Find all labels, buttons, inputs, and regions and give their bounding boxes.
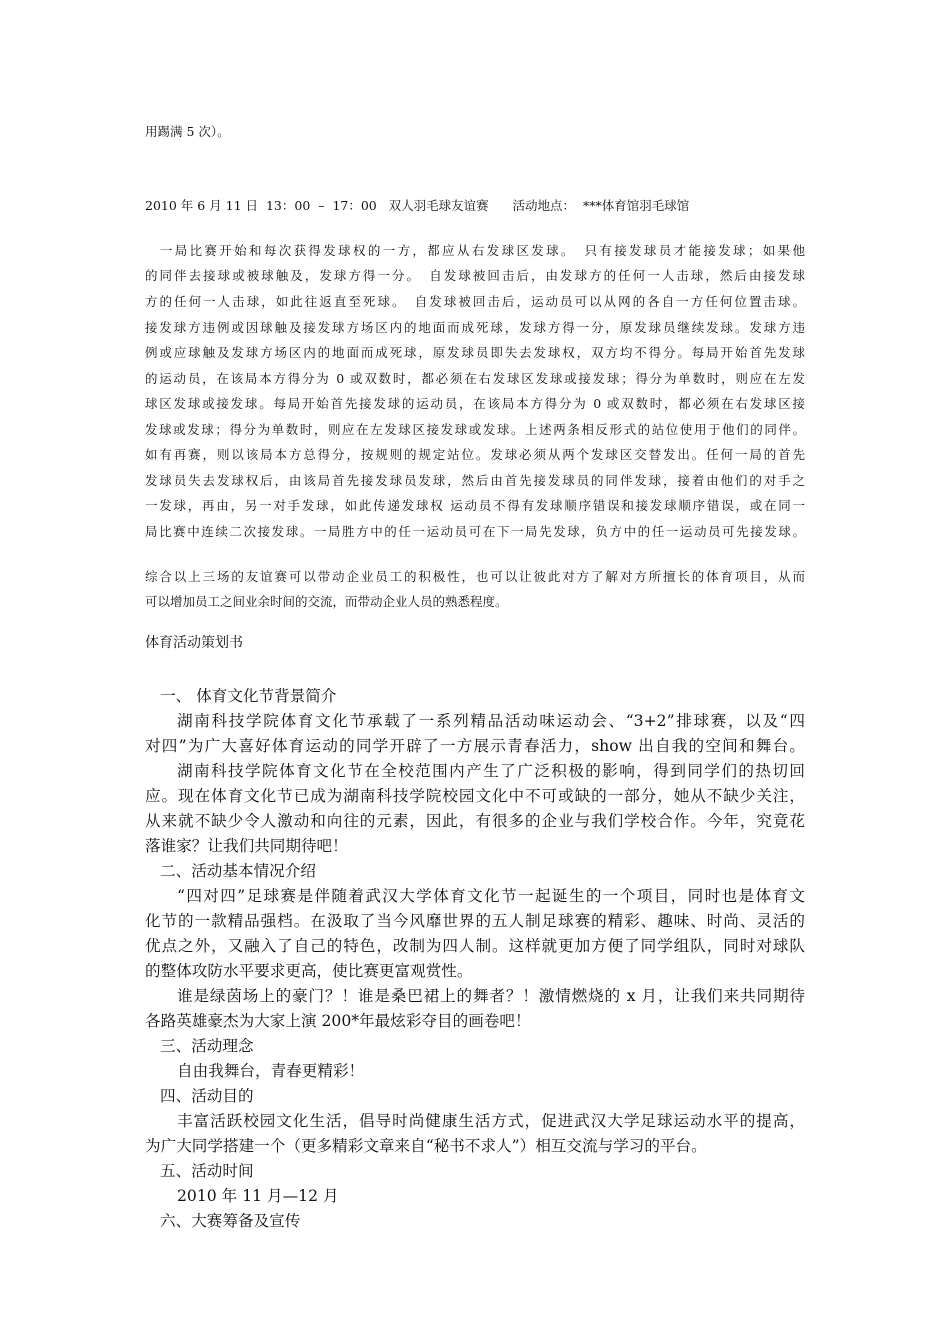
summary-line: 可以增加员工之间业余时间的交流，而带动企业人员的熟悉程度。 [145, 594, 508, 609]
summary-line: 综合以上三场的友谊赛可以带动企业员工的积极性，也可以让彼此对方了解对方所擅长的体育项目，从而 [145, 569, 805, 584]
body-line: 湖南科技学院体育文化节承载了一系列精品活动味运动会、“3+2”排球赛，以及“四 [177, 712, 805, 730]
body-line: 谁是绿茵场上的豪门？！谁是桑巴裙上的舞者？！激情燃烧的 x 月，让我们来共同期待 [177, 987, 805, 1005]
top-fragment: 用踢满 5 次）。 [145, 124, 230, 139]
rules-line: 例或应球触及发球方场区内的地面而成死球，原发球员即失去发球权，双方均不得分。每局开始首先发球 [145, 345, 805, 360]
rules-line: 发球员失去发球权后，由该局首先接发球员发球，然后由首先接发球员的同伴发球，接着由他们的对手之 [145, 473, 805, 488]
body-line: 为广大同学搭建一个（更多精彩文章来自“秘书不求人”）相互交流与学习的平台。 [145, 1137, 707, 1155]
body-line: 从来就不缺少令人激动和向往的元素，因此，有很多的企业与我们学校合作。今年，究竟花 [145, 812, 805, 830]
body-line: 应。现在体育文化节已成为湖南科技学院校园文化中不可或缺的一部分，她从不缺少关注， [145, 787, 805, 805]
rules-line: 一局比赛开始和每次获得发球权的一方，都应从右发球区发球。 只有接发球员才能接发球；如果他 [145, 243, 805, 258]
body-line: 优点之外，又融入了自己的特色，改制为四人制。这样就更加方便了同学组队，同时对球队 [145, 937, 805, 955]
body-line: 2010 年 11 月—12 月 [177, 1187, 339, 1205]
body-line: “四对四”足球赛是伴随着武汉大学体育文化节一起诞生的一个项目，同时也是体育文 [177, 887, 805, 905]
body-line: 的整体攻防水平要求更高，使比赛更富观赏性。 [145, 962, 473, 980]
section-heading: 一、 体育文化节背景简介 [160, 687, 337, 705]
body-line: 对四”为广大喜好体育运动的同学开辟了一方展示青春活力，show 出自我的空间和舞台。 [145, 737, 805, 755]
plan-title: 体育活动策划书 [145, 635, 243, 651]
section-heading: 五、活动时间 [160, 1162, 254, 1180]
body-line: 自由我舞台，青春更精彩！ [177, 1062, 365, 1080]
rules-line: 发球或发球；得分为单数时，则应在左发球区接发球或发球。上述两条相反形式的站位使用于他们的同伴。 [145, 422, 805, 437]
section-heading: 二、活动基本情况介绍 [160, 862, 316, 880]
rules-line: 接发球方违例或因球触及接发球方场区内的地面而成死球，发球方得一分，原发球员继续发球。发球方违 [145, 320, 805, 335]
rules-line: 局比赛中连续二次接发球。一局胜方中的任一运动员可在下一局先发球，负方中的任一运动员可先接发球。 [145, 524, 805, 539]
rules-line: 如有再赛，则以该局本方总得分，按规则的规定站位。发球必须从两个发球区交替发出。任何一局的首先 [145, 447, 805, 462]
rules-line: 球区发球或接发球。每局开始首先接发球的运动员，在该局本方得分为 0 或双数时，都必须在右发球区接 [145, 396, 805, 411]
rules-line: 的运动员，在该局本方得分为 0 或双数时，都必须在右发球区发球或接发球；得分为单数时，则应在左发 [145, 371, 805, 386]
body-line: 落谁家？让我们共同期待吧！ [145, 837, 348, 855]
rules-line: 方的任何一人击球，如此往返直至死球。 自发球被回击后，运动员可以从网的各自一方任何位置击球。 [145, 294, 805, 309]
rules-line: 的同伴去接球或被球触及，发球方得一分。 自发球被回击后，由发球方的任何一人击球，然后由接发球 [145, 268, 805, 283]
body-line: 湖南科技学院体育文化节在全校范围内产生了广泛积极的影响，得到同学们的热切回 [177, 762, 805, 780]
body-line: 丰富活跃校园文化生活，倡导时尚健康生活方式，促进武汉大学足球运动水平的提高， [177, 1112, 805, 1130]
rules-line: 一发球，再由，另一对手发球，如此传递发球权 运动员不得有发球顺序错误和接发球顺序错误，或在同一 [145, 498, 805, 513]
body-line: 化节的一款精品强档。在汲取了当今风靡世界的五人制足球赛的精彩、趣味、时尚、灵活的 [145, 912, 805, 930]
event-header: 2010 年 6 月 11 日 13：00 – 17：00 双人羽毛球友谊赛 活动地点： ***体育馆羽毛球馆 [145, 198, 690, 213]
section-heading: 六、大赛筹备及宣传 [160, 1212, 301, 1230]
body-line: 各路英雄豪杰为大家上演 200*年最炫彩夺目的画卷吧！ [145, 1012, 531, 1030]
section-heading: 四、活动目的 [160, 1087, 254, 1105]
section-heading: 三、活动理念 [160, 1037, 254, 1055]
